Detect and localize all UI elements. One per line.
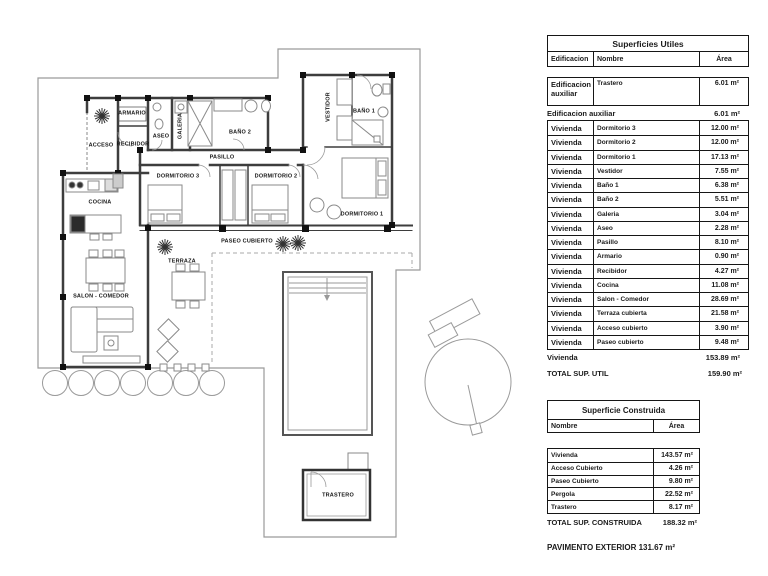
cell-edificacion: Vivienda <box>551 223 582 233</box>
room-label-dormitorio2: DORMITORIO 2 <box>254 173 298 180</box>
cell-nombre: Paseo Cubierto <box>551 477 599 485</box>
total-value: 159.90 m² <box>707 368 742 378</box>
table-row <box>548 462 699 475</box>
edificacion-auxiliar-row <box>547 77 749 106</box>
cell-area: 8.10 m² <box>699 236 748 249</box>
cell-nombre: Armario <box>593 250 699 263</box>
subtotal-label: Vivienda <box>547 353 578 362</box>
total-sup-construida-row <box>547 515 700 531</box>
table-row <box>548 449 699 462</box>
cell-area: 28.69 m² <box>699 293 748 306</box>
room-label-bano2: BAÑO 2 <box>229 129 251 136</box>
cell-nombre: Dormitorio 1 <box>593 151 699 164</box>
cell-edificacion: Vivienda <box>551 181 582 191</box>
cell-area: 9.80 m² <box>653 476 699 488</box>
cell-area: 21.58 m² <box>699 307 748 320</box>
cell-nombre: Acceso cubierto <box>593 322 699 335</box>
table-row <box>548 249 748 263</box>
cell-nombre: Terraza cubierta <box>593 307 699 320</box>
cell-edificacion: Vivienda <box>551 195 582 205</box>
room-label-vestidor: VESTIDOR <box>325 92 332 122</box>
table-row <box>548 335 748 349</box>
construida-table-title: Superficie Construida <box>547 400 700 420</box>
cell-edificacion: Vivienda <box>551 238 582 248</box>
subtotal-value: 153.89 m² <box>705 353 740 362</box>
cell-nombre: Vestidor <box>593 165 699 178</box>
cell-nombre: Paseo cubierto <box>593 336 699 349</box>
room-label-aseo: ASEO <box>152 133 170 140</box>
room-label-pasillo: PASILLO <box>209 154 235 161</box>
cell-nombre: Trastero <box>551 503 577 511</box>
table-row <box>548 500 699 513</box>
table-row <box>548 135 748 149</box>
cell-edificacion: Vivienda <box>551 309 582 319</box>
cell-nombre: Salon - Comedor <box>593 293 699 306</box>
utiles-table-header <box>547 52 749 67</box>
room-label-dormitorio3: DORMITORIO 3 <box>156 173 200 180</box>
room-label-armario: ARMARIO <box>118 110 146 117</box>
cell-area: 12.00 m² <box>699 121 748 135</box>
room-label-acceso: ACCESO <box>88 142 114 149</box>
utiles-table-title: Superficies Utiles <box>547 35 749 52</box>
cell-edificacion: Vivienda <box>551 280 582 290</box>
cell-area: 17.13 m² <box>699 151 748 164</box>
construida-table-body <box>547 448 700 514</box>
room-label-cocina: COCINA <box>88 199 112 206</box>
table-row <box>548 192 748 206</box>
cell-area: 7.55 m² <box>699 165 748 178</box>
cell-edificacion: Vivienda <box>551 323 582 333</box>
cell-nombre: Baño 2 <box>593 193 699 206</box>
room-label-salon-comedor: SALON - COMEDOR <box>73 293 129 300</box>
table-row <box>548 221 748 235</box>
cell-nombre: Dormitorio 3 <box>593 121 699 135</box>
vivienda-subtotal-row <box>547 350 749 365</box>
cell-area: 11.08 m² <box>699 279 748 292</box>
room-label-terraza: TERRAZA <box>168 258 196 265</box>
cell-area: 2.28 m² <box>699 222 748 235</box>
table-row <box>548 207 748 221</box>
cell-area: 6.01 m² <box>699 78 748 105</box>
table-row <box>548 278 748 292</box>
utiles-table-body <box>547 120 749 350</box>
cell-area: 5.51 m² <box>699 193 748 206</box>
cell-nombre: Pasillo <box>593 236 699 249</box>
superficies-utiles-table <box>547 35 749 381</box>
cell-area: 6.38 m² <box>699 179 748 192</box>
cell-area: 22.52 m² <box>653 488 699 500</box>
plant-icon <box>275 236 291 252</box>
cell-edificacion: Vivienda <box>551 337 582 347</box>
plant-icon <box>157 239 173 255</box>
total-sup-util-row <box>547 365 749 381</box>
cell-nombre: Pergola <box>551 490 575 498</box>
hedge-row <box>43 371 225 396</box>
cell-nombre: Vivienda <box>551 451 578 459</box>
cell-nombre: Trastero <box>593 78 699 105</box>
table-row <box>548 164 748 178</box>
trastero-building <box>303 453 370 520</box>
column-header-area: Área <box>653 420 699 432</box>
total-label: TOTAL SUP. CONSTRUIDA <box>547 518 642 528</box>
cell-area: 3.90 m² <box>699 322 748 335</box>
cell-nombre: Baño 1 <box>593 179 699 192</box>
table-row <box>548 487 699 500</box>
pavimento-exterior-note: PAVIMENTO EXTERIOR 131.67 m² <box>547 543 676 552</box>
table-row <box>548 150 748 164</box>
cell-area: 4.27 m² <box>699 265 748 278</box>
table-row <box>548 475 699 488</box>
cell-area: 143.57 m² <box>653 449 699 462</box>
cell-area: 9.48 m² <box>699 336 748 349</box>
cell-edificacion: Vivienda <box>551 138 582 148</box>
cell-edificacion: Vivienda <box>551 266 582 276</box>
table-row <box>548 292 748 306</box>
room-label-recibidor: RECIBIDOR <box>116 141 150 148</box>
cell-area: 4.26 m² <box>653 463 699 475</box>
tree-and-benches <box>425 299 511 435</box>
cell-nombre: Aseo <box>593 222 699 235</box>
room-label-galeria: GALERIA <box>177 112 184 140</box>
cell-nombre: Galeria <box>593 208 699 221</box>
cell-edificacion: Vivienda <box>551 123 582 133</box>
subtotal-label: Edificacion auxiliar <box>547 108 616 118</box>
cell-area: 3.04 m² <box>699 208 748 221</box>
cell-area: 0.90 m² <box>699 250 748 263</box>
cell-edificacion: Vivienda <box>551 295 582 305</box>
swimming-pool <box>283 272 372 435</box>
cell-edificacion: Vivienda <box>551 166 582 176</box>
plant-icon <box>94 108 110 124</box>
table-row <box>548 235 748 249</box>
column-header-edificacion: Edificacion <box>551 55 589 63</box>
cell-edificacion: Edificacion auxiliar <box>551 80 592 99</box>
table-row <box>548 178 748 192</box>
table-row <box>548 121 748 135</box>
edificacion-auxiliar-subtotal-row <box>547 106 749 120</box>
table-row <box>548 306 748 320</box>
superficie-construida-table <box>547 400 700 531</box>
column-header-area: Área <box>699 52 748 66</box>
table-row <box>548 264 748 278</box>
plant-icon <box>290 235 306 251</box>
cell-nombre: Cocina <box>593 279 699 292</box>
cell-edificacion: Vivienda <box>551 152 582 162</box>
table-row <box>548 321 748 335</box>
cell-area: 12.00 m² <box>699 136 748 149</box>
column-header-nombre: Nombre <box>551 422 578 430</box>
room-label-bano1: BAÑO 1 <box>353 108 375 115</box>
cell-nombre: Dormitorio 2 <box>593 136 699 149</box>
subtotal-value: 6.01 m² <box>714 108 740 118</box>
room-label-trastero: TRASTERO <box>322 492 354 499</box>
cell-edificacion: Vivienda <box>551 209 582 219</box>
cell-nombre: Acceso Cubierto <box>551 465 603 473</box>
column-header-nombre: Nombre <box>593 52 699 66</box>
cell-edificacion: Vivienda <box>551 252 582 262</box>
cell-area: 8.17 m² <box>653 501 699 513</box>
room-label-dormitorio1: DORMITORIO 1 <box>340 211 384 218</box>
room-label-paseo-cubierto: PASEO CUBIERTO <box>221 238 273 245</box>
construida-table-header <box>547 420 700 433</box>
cell-nombre: Recibidor <box>593 265 699 278</box>
total-value: 188.32 m² <box>662 518 697 528</box>
total-label: TOTAL SUP. UTIL <box>547 368 609 378</box>
